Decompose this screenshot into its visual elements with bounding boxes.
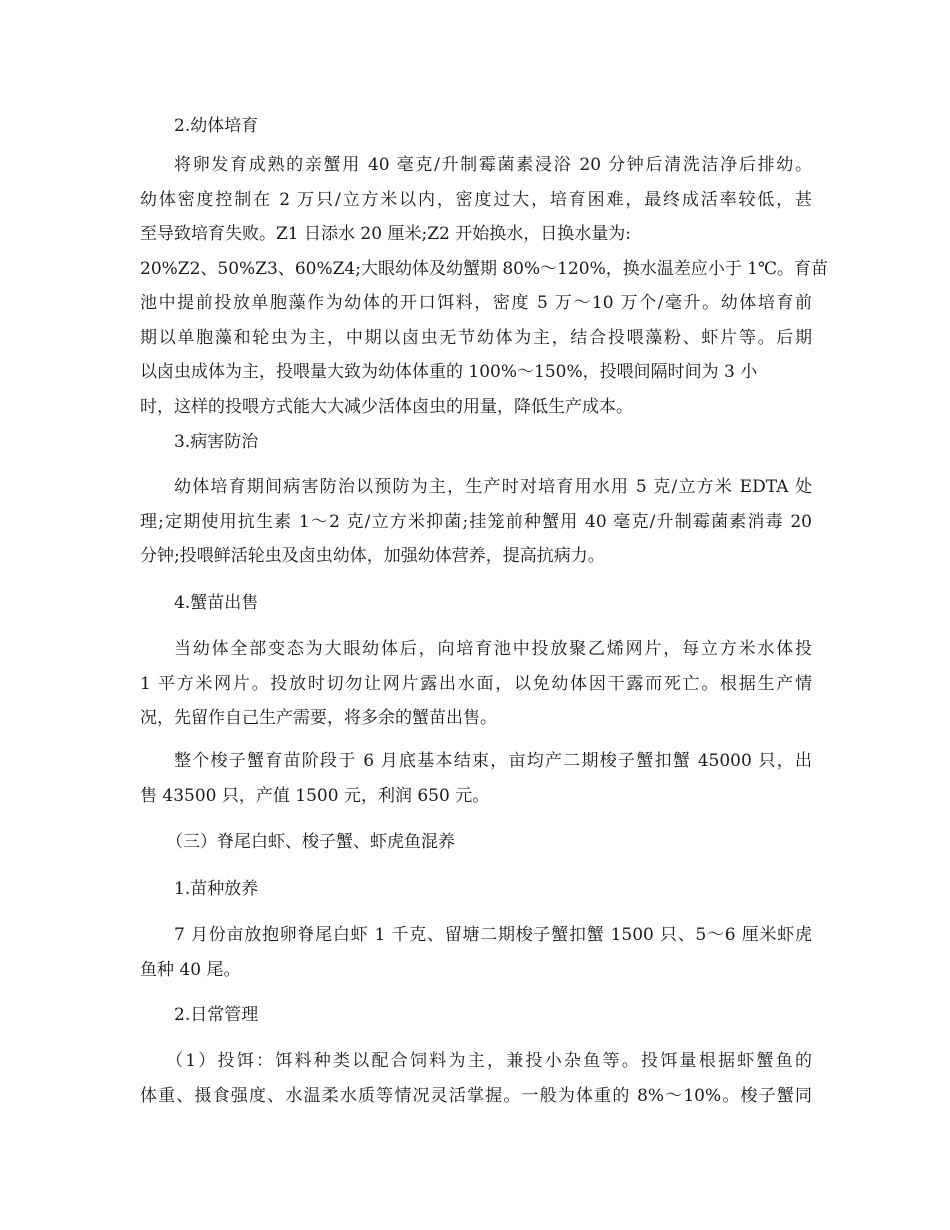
text-line: 幼体密度控制在 2 万只/立方米以内，密度过大，培育困难，最终成活率较低，甚 <box>140 189 812 210</box>
paragraph-miaozhong-fangyang <box>140 918 812 987</box>
text-line: 况，先留作自己生产需要，将多余的蟹苗出售。 <box>140 708 497 728</box>
paragraph-summary <box>140 744 812 813</box>
text-line: 当幼体全部变态为大眼幼体后，向培育池中投放聚乙烯网片，每立方米水体投 <box>174 639 812 659</box>
text-line: 时，这样的投喂方式能大大减少活体卤虫的用量，降低生产成本。 <box>140 396 633 417</box>
text-line: 鱼种 40 尾。 <box>140 959 241 980</box>
heading-richang-guanli <box>140 998 812 1033</box>
text-line: 分钟;投喂鲜活轮虫及卤虫幼体，加强幼体营养，提高抗病力。 <box>140 546 605 566</box>
text-line: （1）投饵：饵料种类以配合饲料为主，兼投小杂鱼等。投饵量根据虾蟹鱼的 <box>166 1051 812 1071</box>
paragraph-richang-guanli <box>140 1044 812 1113</box>
text-line: 理;定期使用抗生素 1～2 克/立方米抑菌;挂笼前种蟹用 40 毫克/升制霉菌素消毒 20 <box>140 511 812 532</box>
text-line: 池中提前投放单胞藻作为幼体的开口饵料，密度 5 万～10 万个/毫升。幼体培育前 <box>140 293 812 313</box>
paragraph-binghai-fangzhi <box>140 470 812 574</box>
heading-section-3 <box>140 825 812 860</box>
heading-text: 2.幼体培育 <box>174 116 259 136</box>
text-line: 20%Z2、50%Z3、60%Z4;大眼幼体及幼蟹期 80%～120%，换水温差应小于 1℃。育苗 <box>140 258 828 279</box>
text-line: 至导致培育失败。Z1 日添水 20 厘米;Z2 开始换水，日换水量为: <box>140 224 631 244</box>
heading-text: 3.病害防治 <box>174 432 259 452</box>
text-line: 将卵发育成熟的亲蟹用 40 毫克/升制霉菌素浸浴 20 分钟后清洗洁净后排幼。 <box>174 155 812 175</box>
text-line: 售 43500 只，产值 1500 元，利润 650 元。 <box>140 785 490 806</box>
heading-text: 2.日常管理 <box>174 1005 259 1025</box>
text-line: 体重、摄食强度、水温柔水质等情况灵活掌握。一般为体重的 8%～10%。梭子蟹同 <box>140 1085 812 1106</box>
heading-youti-peiyu <box>140 109 812 144</box>
heading-text: 1.苗种放养 <box>174 879 259 899</box>
text-line: 幼体培育期间病害防治以预防为主，生产时对培育用水用 5 克/立方米 EDTA 处 <box>174 477 812 497</box>
text-line: 1 平方米网片。投放时切勿让网片露出水面，以免幼体因干露而死亡。根据生产情 <box>140 673 812 694</box>
heading-binghai-fangzhi <box>140 425 812 460</box>
heading-miaozhong-fangyang <box>140 872 812 907</box>
text-line: 7 月份亩放抱卵脊尾白虾 1 千克、留塘二期梭子蟹扣蟹 1500 只、5～6 厘米虾虎 <box>174 925 812 945</box>
heading-xiemiao-chushou <box>140 586 812 621</box>
text-line: 期以单胞藻和轮虫为主，中期以卤虫无节幼体为主，结合投喂藻粉、虾片等。后期 <box>140 327 812 348</box>
paragraph-youti-peiyu <box>140 148 828 424</box>
heading-text: 4.蟹苗出售 <box>174 593 259 613</box>
text-line: 整个梭子蟹育苗阶段于 6 月底基本结束，亩均产二期梭子蟹扣蟹 45000 只，出 <box>174 751 812 771</box>
text-line: 以卤虫成体为主，投喂量大致为幼体体重的 100%～150%，投喂间隔时间为 3 小 <box>140 362 758 382</box>
paragraph-xiemiao-chushou <box>140 632 812 736</box>
heading-text: （三）脊尾白虾、梭子蟹、虾虎鱼混养 <box>166 832 455 852</box>
